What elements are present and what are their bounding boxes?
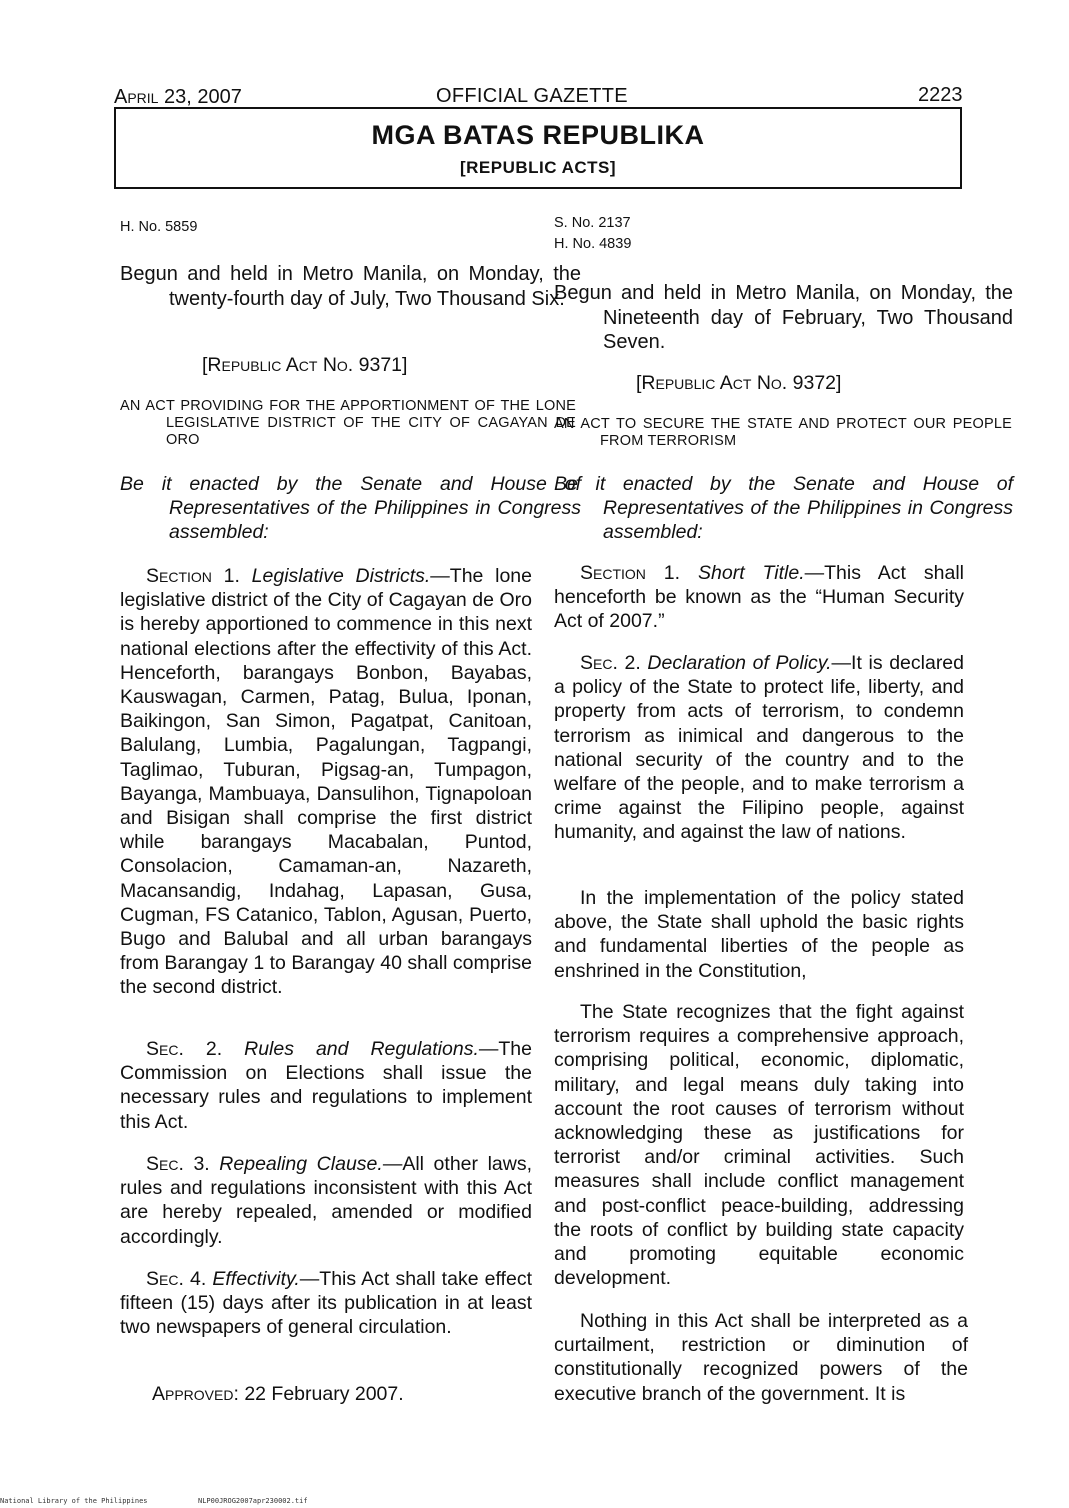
section-heading: Declaration of Policy.: [647, 652, 832, 674]
header-page-number: 2223: [918, 84, 963, 106]
section-text: —This Act shall henceforth be known as the “Human Security Act of 2007.”: [554, 562, 964, 633]
right-section-1: [554, 561, 964, 634]
section-heading: Legislative Districts.: [251, 565, 431, 587]
approved-label: Approved:: [152, 1383, 239, 1405]
right-act-title: AN ACT TO SECURE THE STATE AND PROTECT OUR PEOPLE FROM TERRORISM: [554, 416, 1012, 449]
left-house-number: H. No. 5859: [120, 219, 198, 235]
section-label: Sec. 2.: [580, 652, 641, 674]
header-date: April 23, 2007: [114, 86, 242, 108]
section-label: Sec. 3.: [146, 1153, 210, 1175]
right-para-nothing: Nothing in this Act shall be interpreted as a curtailment, restriction or diminution of constitutionally recognized powers of the executive branch of the government. It is: [554, 1310, 968, 1405]
section-heading: Rules and Regulations.: [244, 1038, 479, 1060]
left-act-title: AN ACT PROVIDING FOR THE APPORTIONMENT OF THE LONE LEGISLATIVE DISTRICT OF THE CITY OF CAGAYAN DE ORO: [120, 398, 576, 448]
left-enacting-clause: Be it enacted by the Senate and House of Representatives of the Philippines in Congress assembled:: [120, 473, 581, 543]
section-heading: Effectivity.: [212, 1268, 300, 1290]
left-section-4: [120, 1267, 532, 1340]
banner-title: MGA BATAS REPUBLIKA: [371, 120, 705, 150]
right-para-recognizes: The State recognizes that the fight against terrorism requires a comprehensive approach, comprising political, economic, diplomatic, military, and legal means duly taking into account the root causes of terrorism without acknowledging these as justifications for terrorist and/or criminal activities. Such measures shall include conflict management and post-conflict peace-building, addressing the roots of conflict by building state capacity and promoting equitable economic development.: [554, 1001, 964, 1290]
section-heading: Repealing Clause.: [219, 1153, 383, 1175]
section-text: —It is declared a policy of the State to protect life, liberty, and property from acts of terrorism, to condemn terrorism as inimical and dangerous to the national security of the country and to the welfare of the people, and to make terrorism a crime against the Filipino people, against humanity, and against the law of nations.: [554, 652, 964, 844]
right-house-number: H. No. 4839: [554, 236, 632, 252]
left-approved-line: [152, 1383, 404, 1406]
section-label: Sec. 4.: [146, 1268, 207, 1290]
right-senate-number: S. No. 2137: [554, 215, 631, 231]
republic-acts-banner: [114, 107, 962, 189]
right-begun-statement: Begun and held in Metro Manila, on Monday, the Nineteenth day of February, Two Thousand Seven.: [554, 282, 1013, 353]
left-section-3: [120, 1152, 532, 1249]
header-publication: OFFICIAL GAZETTE: [436, 85, 628, 107]
section-text: —This Act shall take effect fifteen (15) days after its publication in at least two newspapers of general circulation.: [120, 1268, 532, 1339]
left-begun-statement: Begun and held in Metro Manila, on Monday, the twenty-fourth day of July, Two Thousand Six.: [120, 263, 581, 310]
left-section-2: [120, 1037, 532, 1134]
left-section-1: [120, 564, 532, 1000]
section-text: —The Commission on Elections shall issue the necessary rules and regulations to implement this Act.: [120, 1038, 532, 1133]
section-text: —All other laws, rules and regulations inconsistent with this Act are hereby repealed, amended or modified accordingly.: [120, 1153, 532, 1248]
section-label: Section 1.: [580, 562, 681, 584]
right-enacting-clause: Be it enacted by the Senate and House of Representatives of the Philippines in Congress assembled:: [554, 473, 1013, 543]
section-text: —The lone legislative district of the City of Cagayan de Oro is hereby apportioned to commence in this next national elections after the effectivity of this Act. Henceforth, barangays Bonbon, Bayabas, Kauswagan, Carmen, Patag, Bulua, Iponan, Baikingon, San Simon, Pagatpat, Canitoan, Balulang, Lumbia, Pagalungan, Tagpangi, Taglimao, Tuburan, Pigsag-an, Tumpagon, Bayanga, Mambuaya, Dansulihon, Tignapoloan and Bisigan shall comprise the first district while barangays Macabalan, Puntod, Consolacion, Camaman-an, Nazareth, Macansandig, Indahag, Lapasan, Gusa, Cugman, FS Catanico, Tablon, Agusan, Puerto, Bugo and Balubal and all urban barangays from Barangay 1 to Barangay 40 shall comprise the second district.: [120, 565, 532, 999]
right-section-2: [554, 651, 964, 845]
footer-library: National Library of the Philippines: [0, 1497, 148, 1505]
right-para-implementation: In the implementation of the policy stated above, the State shall uphold the basic rights and fundamental liberties of the people as enshrined in the Constitution,: [554, 887, 964, 982]
banner-subtitle: [REPUBLIC ACTS]: [459, 158, 617, 177]
section-heading: Short Title.: [698, 562, 805, 584]
section-label: Sec. 2.: [146, 1038, 223, 1060]
left-act-number: [Republic Act No. 9371]: [202, 354, 408, 376]
section-label: Section 1.: [146, 565, 240, 587]
approved-date: 22 February 2007.: [244, 1383, 404, 1405]
footer-file: NLP00JROG2007apr230002.tif: [198, 1497, 308, 1505]
right-act-number: [Republic Act No. 9372]: [636, 372, 842, 394]
